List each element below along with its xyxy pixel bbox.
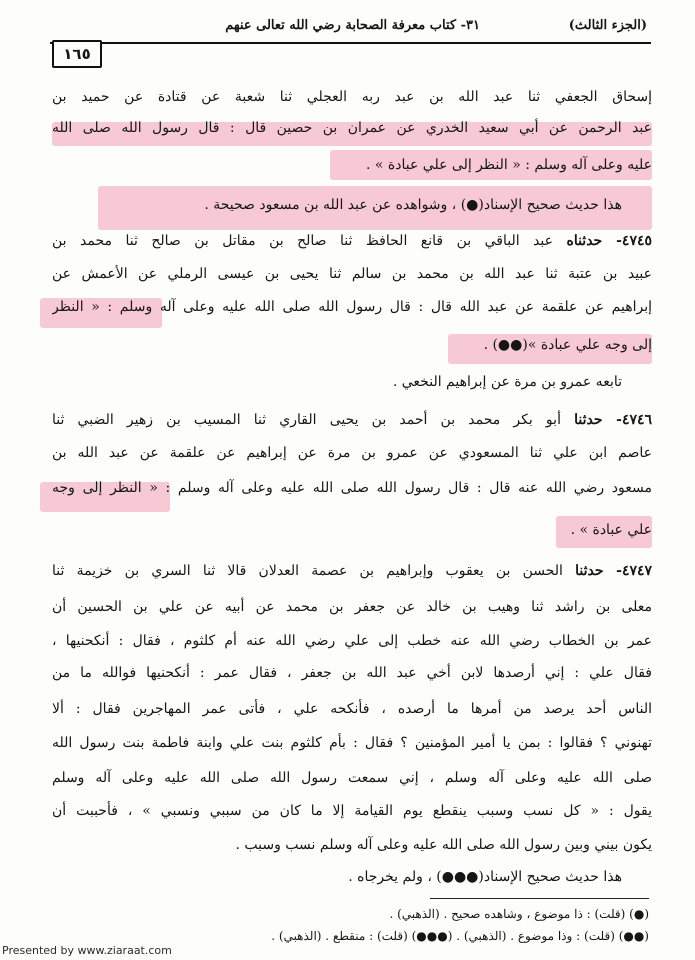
- text-line: [52, 118, 652, 138]
- hadith-number: ٤٧٤٦- حدثنا: [574, 412, 652, 428]
- text-line: [52, 87, 652, 107]
- text-line: [52, 297, 652, 317]
- hadith-number: ٤٧٤٥- حدثناه: [566, 233, 652, 249]
- text-line: [52, 520, 652, 540]
- line-text: إلى وجه علي عبادة »(●●) .: [483, 337, 652, 353]
- volume-label: (الجزء الثالث): [568, 18, 647, 33]
- watermark: Presented by www.ziaraat.com: [2, 944, 172, 957]
- line-text: يقول : « كل نسب وسبب ينقطع يوم القيامة إلا ما كان من سببي ونسبي » ، فأحببت أن: [52, 803, 652, 819]
- line-text: تابعه عمرو بن مرة عن إبراهيم النخعي .: [392, 374, 622, 390]
- header-rule: [50, 42, 651, 44]
- line-text: أبو بكر محمد بن أحمد بن يحيى القاري ثنا المسيب بن زهير الضبي ثنا: [52, 412, 561, 428]
- line-text: عمر بن الخطاب رضي الله عنه خطب إلى علي رضي الله عنه أم كلثوم ، فقال : أنكحنيها ،: [52, 633, 652, 649]
- text-line: [52, 733, 652, 753]
- text-line: [52, 768, 652, 788]
- line-text: عبد الباقي بن قانع الحافظ ثنا صالح بن مقاتل بن صالح ثنا محمد بن: [52, 233, 553, 249]
- line-text: صلى الله عليه وعلى آله وسلم ، إني سمعت رسول الله صلى الله عليه وعلى آله وسلم: [52, 770, 652, 786]
- footnote: (●●) (قلت) : وذا موضوع . (الذهبي) . (●●●) (قلت) : منقطع . (الذهبي) .: [271, 929, 649, 943]
- text-line: [52, 801, 652, 821]
- line-text: هذا حديث صحيح الإسناد(●) ، وشواهده عن عبد الله بن مسعود صحيحة .: [204, 197, 622, 213]
- text-line: [52, 335, 652, 355]
- text-line: [52, 699, 652, 719]
- text-line: [52, 443, 652, 463]
- line-text: إبراهيم عن علقمة عن عبد الله قال : قال رسول الله صلى الله عليه وعلى آله وسلم : « النظر: [52, 299, 652, 315]
- text-line: [52, 561, 652, 581]
- line-text: الحسن بن يعقوب وإبراهيم بن عصمة العدلان قالا ثنا السري بن خزيمة ثنا: [52, 563, 563, 579]
- line-text: تهنوني ؟ فقالوا : بمن يا أمير المؤمنين ؟ فقال : بأم كلثوم بنت علي وابنة فاطمة بنت رسول الله: [52, 735, 652, 751]
- text-line: [52, 231, 652, 251]
- text-line: [52, 155, 652, 175]
- text-line: [52, 663, 652, 683]
- text-line: [52, 372, 622, 392]
- line-text: هذا حديث صحيح الإسناد(●●●) ، ولم يخرجاه .: [348, 869, 622, 885]
- line-text: عليه وعلى آله وسلم : « النظر إلى علي عبادة » .: [366, 157, 652, 173]
- line-text: فقال علي : إني أرصدها لابن أخي عبد الله بن جعفر ، فقال عمر : أنكحنيها فوالله ما من: [52, 665, 652, 681]
- line-text: عبد الرحمن عن أبي سعيد الخدري عن عمران بن حصين قال : قال رسول الله صلى الله: [52, 120, 652, 136]
- hadith-number: ٤٧٤٧- حدثنا: [575, 563, 652, 579]
- page-number: ١٦٥: [63, 45, 91, 63]
- line-text: معلى بن راشد ثنا وهيب بن خالد عن جعفر بن محمد عن أبيه عن علي بن الحسين أن: [52, 599, 652, 615]
- line-text: إسحاق الجعفي ثنا عبد الله بن عبد ربه العجلي ثنا شعبة عن قتادة عن حميد بن: [52, 89, 652, 105]
- text-line: [52, 631, 652, 651]
- footnote: (●) (قلت) : ذا موضوع ، وشاهده صحيح . (الذهبي) .: [389, 907, 649, 921]
- text-line: [52, 264, 652, 284]
- line-text: الناس أحد يرصد من أمرها ما أرصده ، فأنكحه علي ، فأتى عمر المهاجرين فقال : ألا: [52, 701, 652, 717]
- chapter-title: ٣١- كتاب معرفة الصحابة رضي الله تعالى عنهم: [225, 18, 480, 33]
- line-text: عبيد بن عتبة ثنا عبد الله بن محمد بن سالم ثنا يحيى بن عيسى الرملي عن الأعمش عن: [52, 266, 652, 282]
- text-line: [52, 597, 652, 617]
- text-line: [52, 195, 622, 215]
- line-text: عاصم ابن علي ثنا المسعودي عن عمرو بن مرة عن إبراهيم عن علقمة عن عبد الله بن: [52, 445, 652, 461]
- line-text: مسعود رضي الله عنه قال : قال رسول الله صلى الله عليه وعلى آله وسلم : « النظر إلى وجه: [52, 480, 652, 496]
- footnote-rule: [430, 898, 649, 899]
- text-line: [52, 410, 652, 430]
- line-text: علي عبادة » .: [570, 522, 652, 538]
- text-line: [52, 478, 652, 498]
- page-number-box: [52, 40, 102, 68]
- line-text: يكون بيني وبين رسول الله صلى الله عليه وعلى آله وسلم نسب وسبب .: [235, 837, 652, 853]
- text-line: [52, 835, 652, 855]
- text-line: [52, 867, 622, 887]
